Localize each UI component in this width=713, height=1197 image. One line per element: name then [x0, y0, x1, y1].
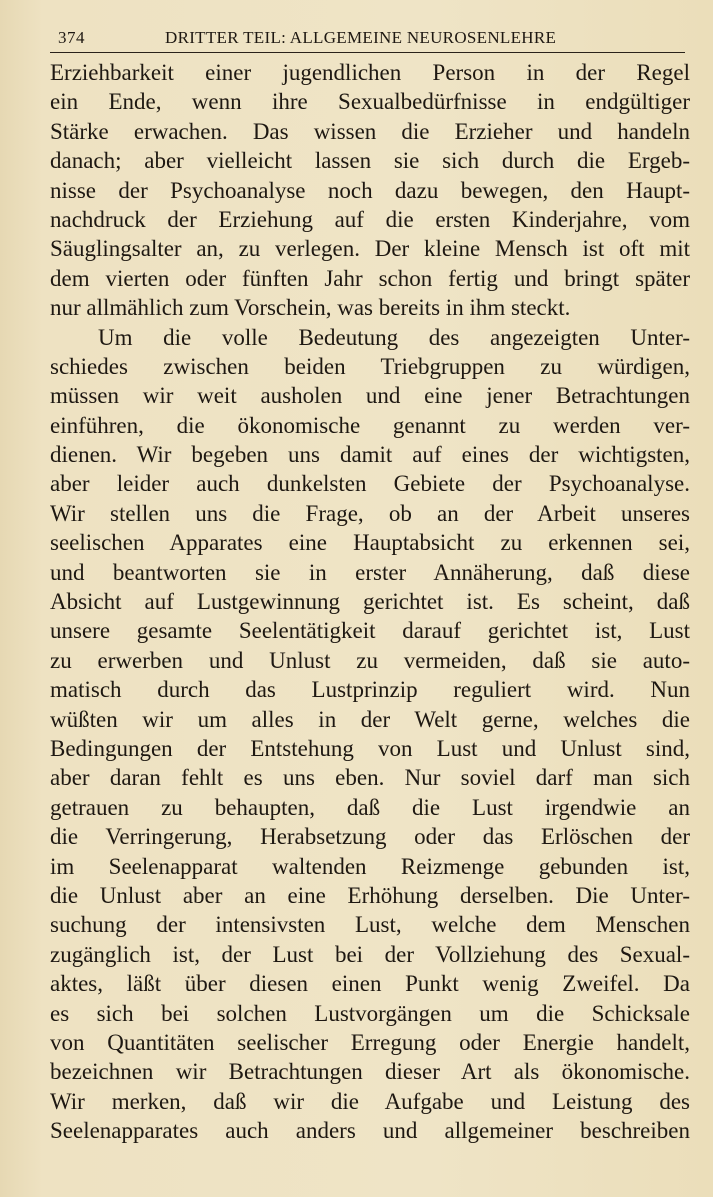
- text-line: nachdruck der Erziehung auf die ersten Kinderjahre, vom: [50, 206, 690, 232]
- text-line: einführen, die ökonomische genannt zu werden ver-: [50, 412, 690, 438]
- text-line: müssen wir weit ausholen und eine jener Betrachtungen: [50, 383, 690, 409]
- text-line-paragraph-start: Um die volle Bedeutung des angezeigten Unter-: [98, 324, 690, 350]
- page-number: 374: [58, 28, 85, 47]
- text-line: Wir merken, daß wir die Aufgabe und Leistung des: [50, 1088, 690, 1114]
- text-line: Erziehbarkeit einer jugendlichen Person in der Regel: [50, 60, 690, 85]
- text-line: aber daran fehlt es uns eben. Nur soviel darf man sich: [50, 765, 690, 791]
- text-line: danach; aber vielleicht lassen sie sich durch die Ergeb-: [50, 148, 690, 174]
- text-line: es sich bei solchen Lustvorgängen um die Schicksale: [50, 1000, 690, 1026]
- running-head: DRITTER TEIL: ALLGEMEINE NEUROSENLEHRE: [165, 28, 557, 47]
- text-line: die Unlust aber an eine Erhöhung derselben. Die Unter-: [50, 882, 690, 908]
- text-line: und beantworten sie in erster Annäherung, daß diese: [50, 559, 690, 585]
- body-text: [50, 58, 690, 1145]
- text-line: ein Ende, wenn ihre Sexualbedürfnisse in endgültiger: [50, 89, 690, 115]
- text-line: Bedingungen der Entstehung von Lust und Unlust sind,: [50, 735, 690, 761]
- text-line: im Seelenapparat waltenden Reizmenge gebunden ist,: [50, 853, 690, 879]
- text-line: nisse der Psychoanalyse noch dazu bewegen, den Haupt-: [50, 177, 690, 203]
- text-line: wüßten wir um alles in der Welt gerne, welches die: [50, 706, 690, 732]
- text-line: zugänglich ist, der Lust bei der Vollziehung des Sexual-: [50, 941, 690, 967]
- text-line: nur allmählich zum Vorschein, was bereits in ihm steckt.: [50, 295, 571, 321]
- text-line: dienen. Wir begeben uns damit auf eines der wichtigsten,: [50, 442, 690, 468]
- text-line: unsere gesamte Seelentätigkeit darauf gerichtet ist, Lust: [50, 618, 690, 644]
- header-rule: [50, 52, 685, 53]
- text-line: seelischen Apparates eine Hauptabsicht zu erkennen sei,: [50, 530, 690, 556]
- text-line: von Quantitäten seelischer Erregung oder Energie handelt,: [50, 1029, 690, 1055]
- text-line: Säuglingsalter an, zu verlegen. Der kleine Mensch ist oft mit: [50, 236, 690, 262]
- text-line: zu erwerben und Unlust zu vermeiden, daß sie auto-: [50, 647, 690, 673]
- text-line: aber leider auch dunkelsten Gebiete der Psychoanalyse.: [50, 471, 690, 497]
- page-header: [58, 26, 685, 50]
- text-line: die Verringerung, Herabsetzung oder das Erlöschen der: [50, 824, 690, 850]
- text-line: matisch durch das Lustprinzip reguliert wird. Nun: [50, 677, 690, 703]
- text-line: aktes, läßt über diesen einen Punkt wenig Zweifel. Da: [50, 971, 690, 997]
- text-line: bezeichnen wir Betrachtungen dieser Art als ökonomische.: [50, 1059, 690, 1085]
- text-line: schiedes zwischen beiden Triebgruppen zu würdigen,: [50, 353, 690, 379]
- text-line: Seelenapparates auch anders und allgemeiner beschreiben: [50, 1118, 690, 1144]
- text-line: suchung der intensivsten Lust, welche dem Menschen: [50, 912, 690, 938]
- text-line: getrauen zu behaupten, daß die Lust irgendwie an: [50, 794, 690, 820]
- text-line: Wir stellen uns die Frage, ob an der Arbeit unseres: [50, 500, 690, 526]
- text-line: Absicht auf Lustgewinnung gerichtet ist. Es scheint, daß: [50, 589, 690, 615]
- text-line: Stärke erwachen. Das wissen die Erzieher und handeln: [50, 118, 690, 144]
- text-line: dem vierten oder fünften Jahr schon fertig und bringt später: [50, 265, 690, 291]
